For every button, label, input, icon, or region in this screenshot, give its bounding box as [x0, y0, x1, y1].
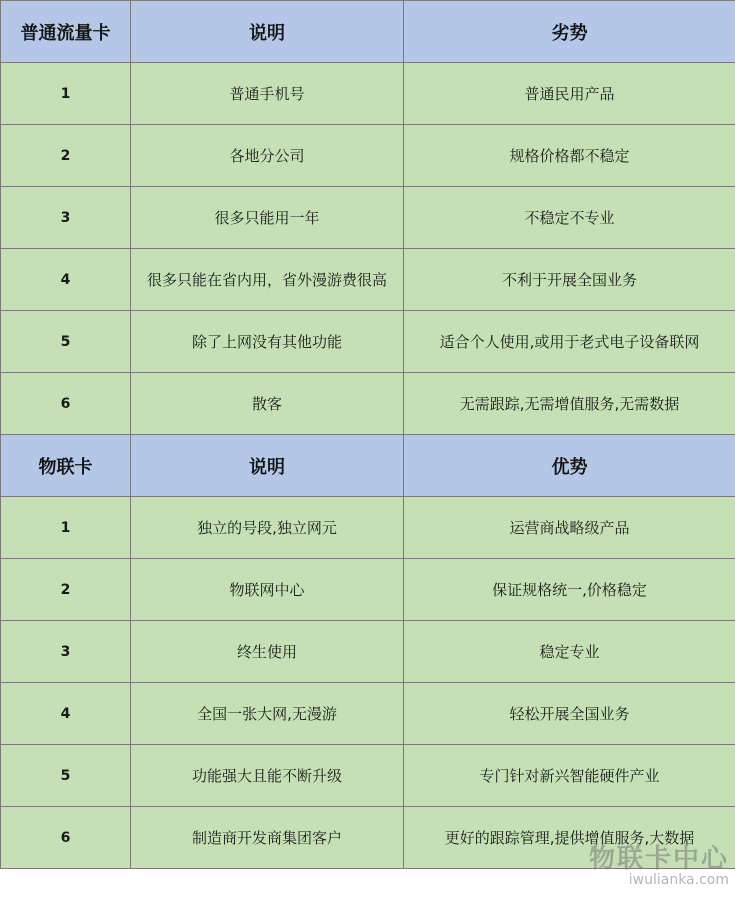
- row-description: 很多只能用一年: [131, 187, 404, 249]
- row-description: 除了上网没有其他功能: [131, 311, 404, 373]
- row-description: 功能强大且能不断升级: [131, 745, 404, 807]
- row-advantage: 保证规格统一,价格稳定: [404, 559, 735, 621]
- row-number: 5: [1, 745, 131, 807]
- row-advantage: 运营商战略级产品: [404, 497, 735, 559]
- table2-header-row: [1, 435, 735, 497]
- watermark-url: iwulianka.com: [628, 872, 729, 888]
- row-number: 6: [1, 807, 131, 869]
- table-row: [1, 311, 735, 373]
- table2-header-description: 说明: [131, 435, 404, 497]
- row-number: 4: [1, 683, 131, 745]
- table-row: [1, 187, 735, 249]
- row-description: 普通手机号: [131, 63, 404, 125]
- row-number: 3: [1, 621, 131, 683]
- table-row: [1, 63, 735, 125]
- table1-header-card-type: 普通流量卡: [1, 1, 131, 63]
- table1-header-description: 说明: [131, 1, 404, 63]
- table-row: [1, 559, 735, 621]
- row-description: 独立的号段,独立网元: [131, 497, 404, 559]
- row-number: 5: [1, 311, 131, 373]
- table-row: [1, 497, 735, 559]
- row-number: 3: [1, 187, 131, 249]
- row-number: 4: [1, 249, 131, 311]
- table-row: [1, 373, 735, 435]
- table1-header-row: [1, 1, 735, 63]
- table2-header-card-type: 物联卡: [1, 435, 131, 497]
- row-disadvantage: 无需跟踪,无需增值服务,无需数据: [404, 373, 735, 435]
- row-disadvantage: 适合个人使用,或用于老式电子设备联网: [404, 311, 735, 373]
- row-description: 很多只能在省内用，省外漫游费很高: [131, 249, 404, 311]
- row-description: 各地分公司: [131, 125, 404, 187]
- row-number: 2: [1, 125, 131, 187]
- watermark-text: 物联卡中心: [588, 844, 729, 874]
- row-description: 散客: [131, 373, 404, 435]
- row-advantage: 稳定专业: [404, 621, 735, 683]
- table1-header-disadvantage: 劣势: [404, 1, 735, 63]
- row-number: 6: [1, 373, 131, 435]
- row-disadvantage: 普通民用产品: [404, 63, 735, 125]
- row-disadvantage: 不稳定不专业: [404, 187, 735, 249]
- row-advantage: 专门针对新兴智能硬件产业: [404, 745, 735, 807]
- table-row: [1, 683, 735, 745]
- row-description: 全国一张大网,无漫游: [131, 683, 404, 745]
- row-number: 2: [1, 559, 131, 621]
- row-description: 制造商开发商集团客户: [131, 807, 404, 869]
- row-number: 1: [1, 63, 131, 125]
- row-number: 1: [1, 497, 131, 559]
- table-row: [1, 745, 735, 807]
- table-row: [1, 807, 735, 869]
- table-row: [1, 621, 735, 683]
- row-disadvantage: 不利于开展全国业务: [404, 249, 735, 311]
- table-row: [1, 125, 735, 187]
- row-advantage: 轻松开展全国业务: [404, 683, 735, 745]
- row-description: 终生使用: [131, 621, 404, 683]
- table-row: [1, 249, 735, 311]
- row-disadvantage: 规格价格都不稳定: [404, 125, 735, 187]
- row-advantage: 更好的跟踪管理,提供增值服务,大数据: [404, 807, 735, 869]
- row-description: 物联网中心: [131, 559, 404, 621]
- table2-header-advantage: 优势: [404, 435, 735, 497]
